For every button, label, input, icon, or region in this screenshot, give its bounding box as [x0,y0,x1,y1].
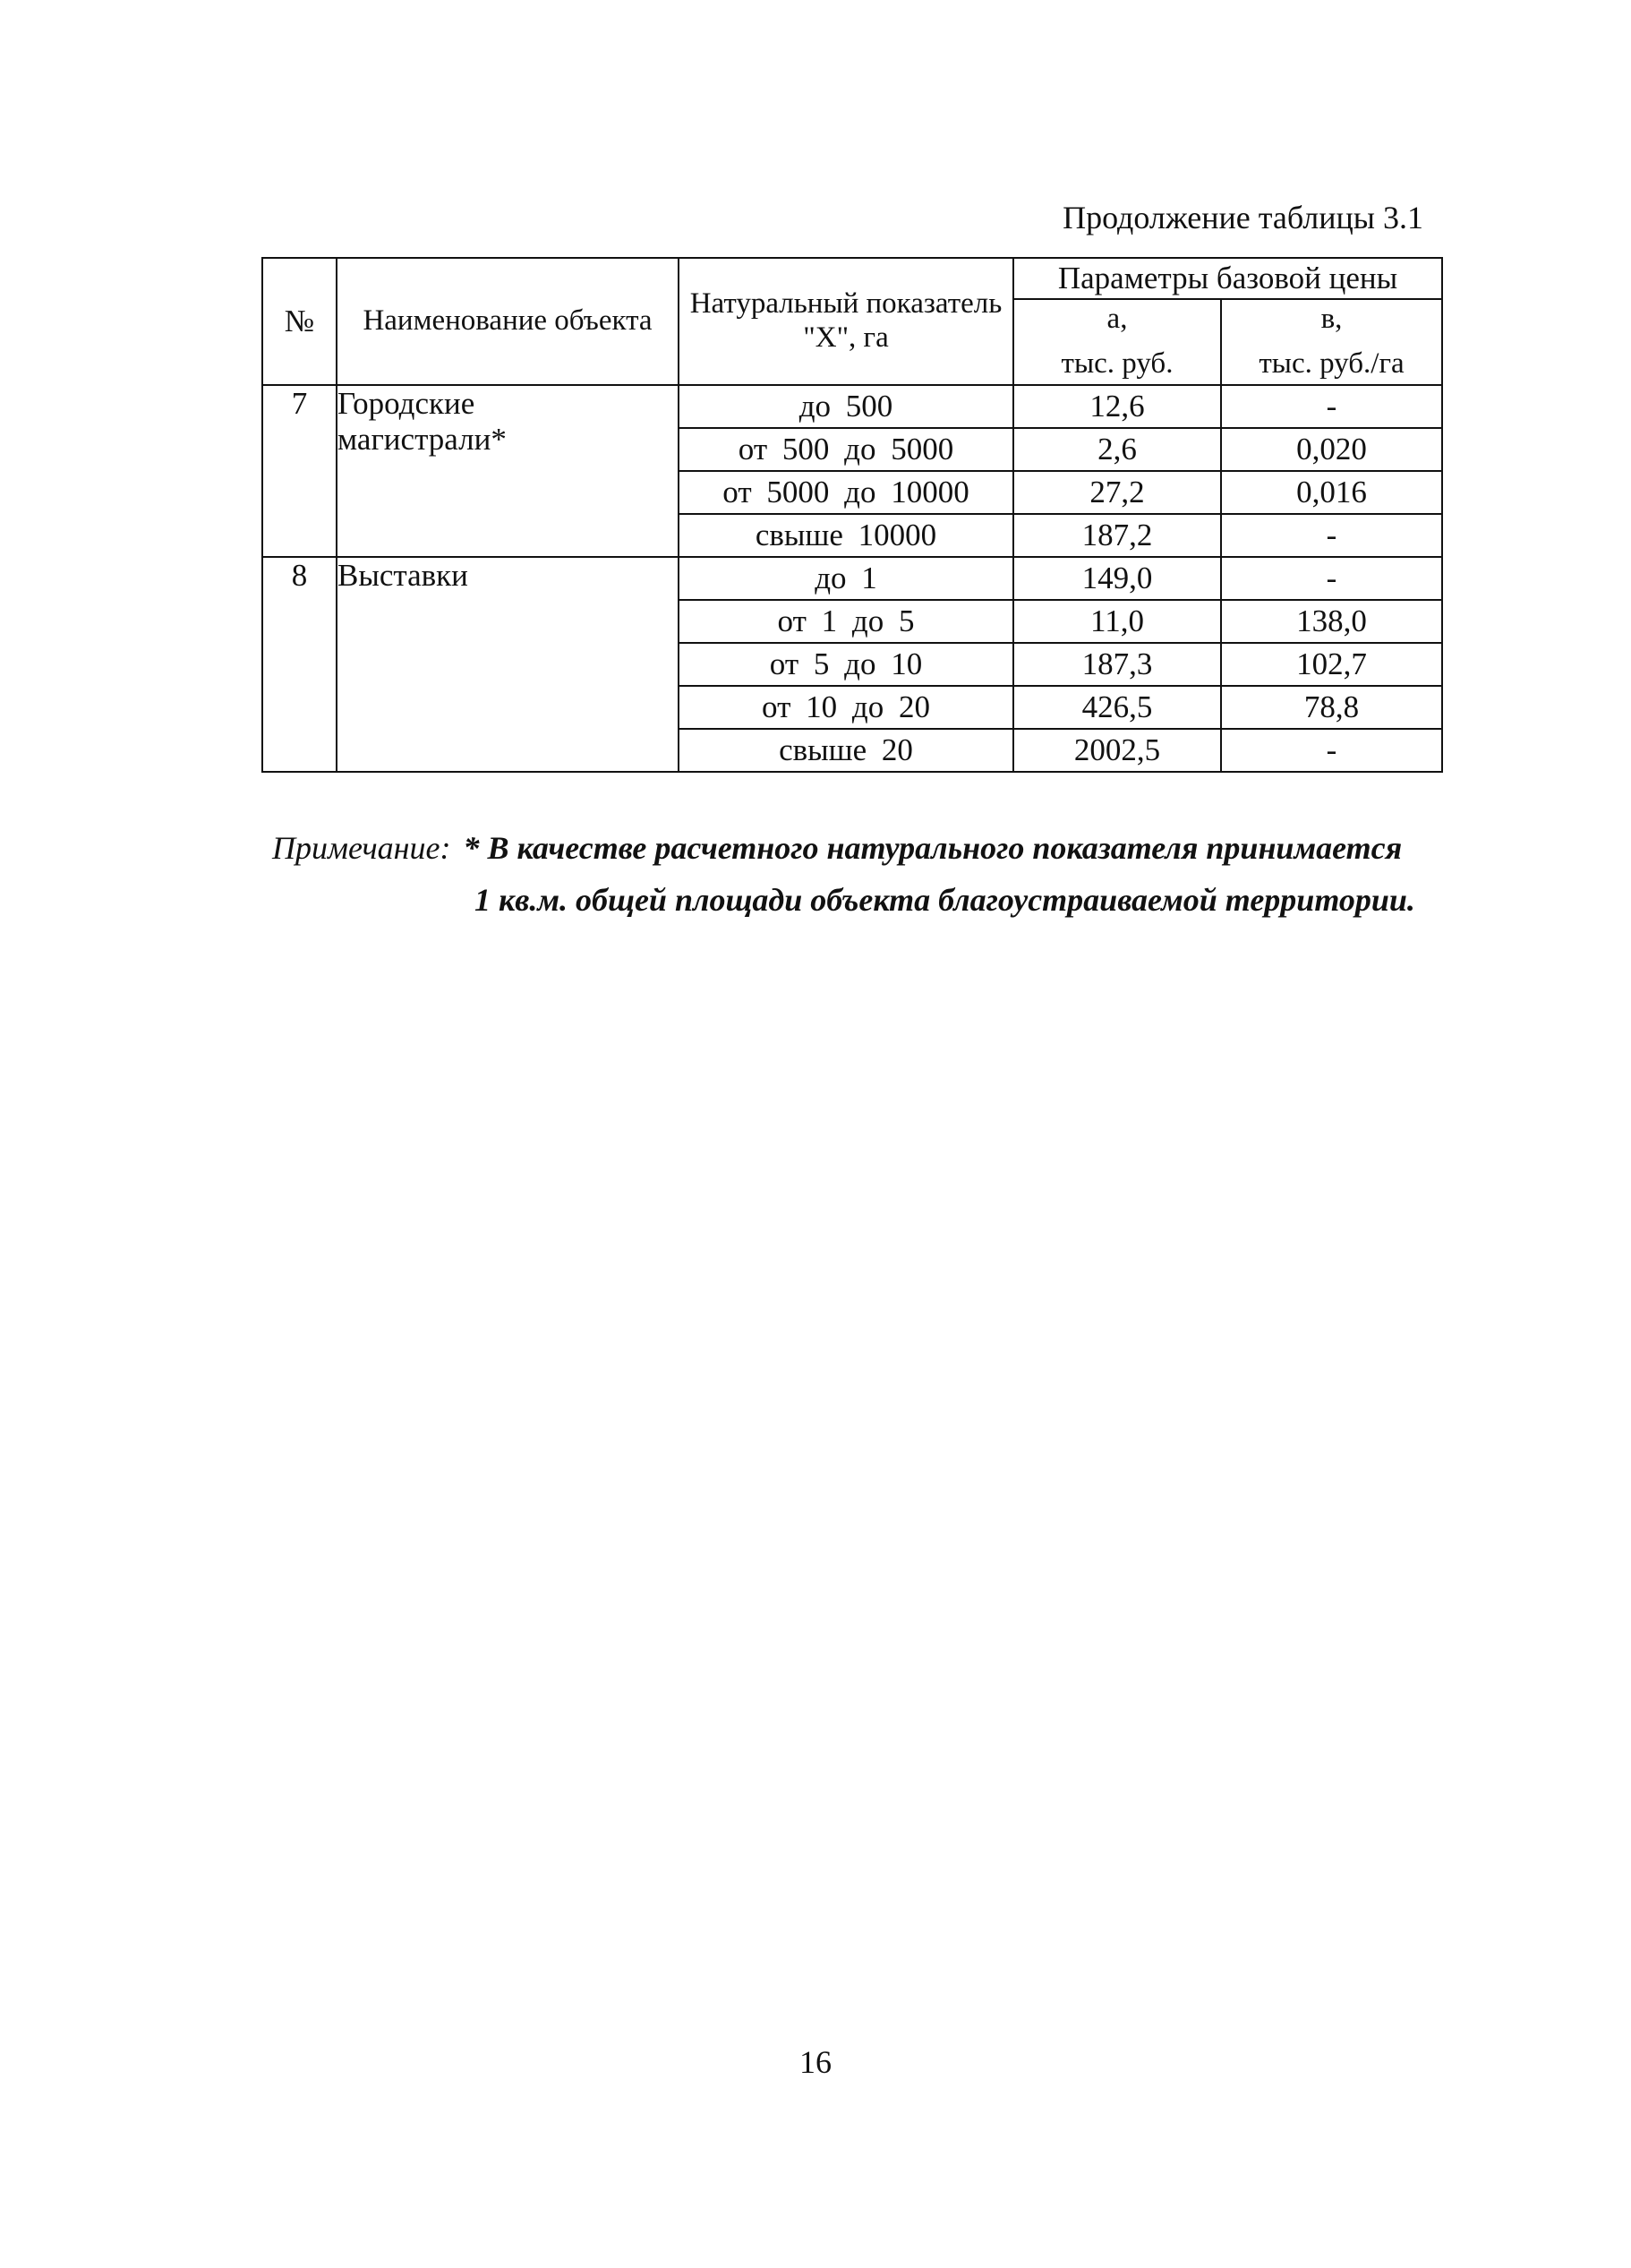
param-a-cell: 2002,5 [1013,729,1221,772]
table-row [262,557,1442,600]
param-b-cell: 102,7 [1221,643,1442,686]
param-a-cell: 12,6 [1013,385,1221,428]
header-number: № [262,258,337,385]
page-number: 16 [799,2044,832,2080]
indicator-cell: от 5000 до 10000 [679,471,1013,514]
header-param-a-unit: тыс. руб. [1061,347,1174,380]
header-object-name: Наименование объекта [337,258,679,385]
note-line-2: 1 кв.м. общей площади объекта благоустраиваемой территории. [474,882,1415,918]
param-b-cell: - [1221,557,1442,600]
table-note [272,822,1415,926]
indicator-cell: от 1 до 5 [679,600,1013,643]
param-a-cell: 2,6 [1013,428,1221,471]
note-text: * В качестве расчетного натурального показателя принимается [463,830,1403,866]
object-name-cell [337,385,679,557]
indicator-cell: от 500 до 5000 [679,428,1013,471]
table-row [262,385,1442,428]
indicator-cell: до 1 [679,557,1013,600]
param-b-cell: 138,0 [1221,600,1442,643]
row-number-cell: 7 [262,385,337,557]
object-name-line: Городские [337,386,475,421]
param-a-cell: 187,2 [1013,514,1221,557]
param-b-cell: - [1221,514,1442,557]
header-natural-indicator: Натуральный показатель "X", га [679,258,1013,385]
object-name-line: магистрали* [337,422,507,458]
table-continuation-title: Продолжение таблицы 3.1 [1063,200,1423,235]
row-number-cell: 8 [262,557,337,772]
object-name-cell [337,557,679,772]
note-label: Примечание: [272,830,451,866]
header-param-a [1013,299,1221,385]
note-line-1 [272,822,1415,874]
param-b-cell: - [1221,729,1442,772]
header-param-b [1221,299,1442,385]
param-b-cell: - [1221,385,1442,428]
header-param-b-symbol: в, [1320,303,1343,336]
indicator-cell: до 500 [679,385,1013,428]
param-b-cell: 78,8 [1221,686,1442,729]
indicator-cell: свыше 20 [679,729,1013,772]
param-a-cell: 11,0 [1013,600,1221,643]
param-a-cell: 187,3 [1013,643,1221,686]
header-base-price-params: Параметры базовой цены [1013,258,1442,299]
base-price-table [261,257,1443,773]
param-a-cell: 426,5 [1013,686,1221,729]
param-b-cell: 0,016 [1221,471,1442,514]
param-a-cell: 27,2 [1013,471,1221,514]
header-param-a-symbol: а, [1106,303,1128,336]
header-param-b-unit: тыс. руб./га [1259,347,1405,380]
indicator-cell: от 10 до 20 [679,686,1013,729]
param-b-cell: 0,020 [1221,428,1442,471]
param-a-cell: 149,0 [1013,557,1221,600]
indicator-cell: от 5 до 10 [679,643,1013,686]
object-name-line: Выставки [337,558,468,593]
indicator-cell: свыше 10000 [679,514,1013,557]
